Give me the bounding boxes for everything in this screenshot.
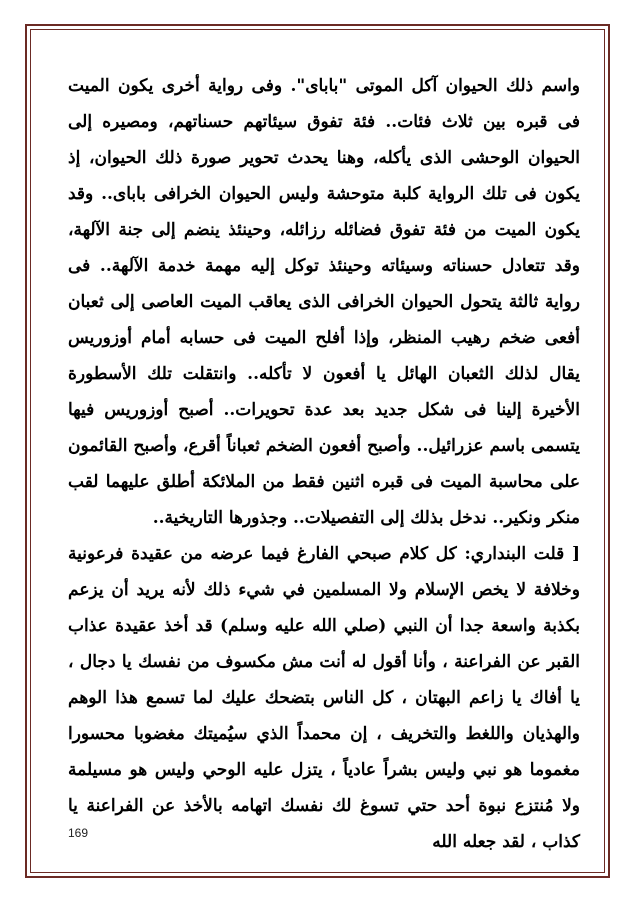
page-number: 169: [68, 826, 89, 840]
paragraph-2: [ قلت البنداري: كل كلام صبحي الفارغ فيما عرضه من عقيدة فرعونية وخلافة لا يخص الإسلام ولا المسلمين في شيء ذلك لأنه يريد أن يزعم بكذبة واسعة جدا أن النبي (صلي الله عليه وسلم) قد أخذ عقيدة عذاب القبر عن الفراعنة ، وأنا أقول له أنت مش مكسوف من نفسك يا دجال ، يا أفاك يا زاعم البهتان ، كل الناس بتضحك عليك لما تسمع هذا الوهم والهذيان واللغط والتخريف ، إن محمداً الذي سيُميتك مغضوبا محسورا مغموما هو نبي وليس بشراً عادياً ، يتزل عليه الوحي وليس هو مسيلمة ولا مُنتزع نبوة أحد حتي تسوغ لك نفسك اتهامه بالأخذ عن الفراعنة يا كذاب ، لقد جعله الله: [68, 544, 580, 852]
paragraph-1: واسم ذلك الحيوان آكل الموتى "باباى". وفى رواية أخرى يكون الميت فى قبره بين ثلاث فئات.. فئة تفوق سيئاتهم حسناتهم، ومصيره إلى الحيوان الوحشى الذى يأكله، وهنا يحدث تحوير صورة ذلك الحيوان، إذ يكون فى تلك الرواية كلبة متوحشة وليس الحيوان الخرافى باباى.. وقد يكون الميت من فئة تفوق فضائله رزائله، وحينئذ ينضم إلى جنة الآلهة، وقد تتعادل حسناته وسيئاته وحينئذ توكل إليه مهمة خدمة الآلهة.. فى رواية ثالثة يتحول الحيوان الخرافى الذى يعاقب الميت العاصى إلى ثعبان أفعى ضخم رهيب المنظر، وإذا أفلح الميت فى حسابه أمام أوزوريس يقال لذلك الثعبان الهائل يا أفعون لا تأكله.. وانتقلت تلك الأسطورة الأخيرة إلينا فى شكل جديد بعد عدة تحويرات.. أصبح أوزوريس فيها يتسمى باسم عزرائيل.. وأصبح أفعون الضخم ثعباناً أقرع، وأصبح القائمون على محاسبة الميت فى قبره اثنين فقط من الملائكة أطلق عليهما لقب منكر ونكير.. ندخل بذلك إلى التفصيلات.. وجذورها التاريخية..: [68, 76, 580, 528]
body-text: [68, 68, 580, 860]
